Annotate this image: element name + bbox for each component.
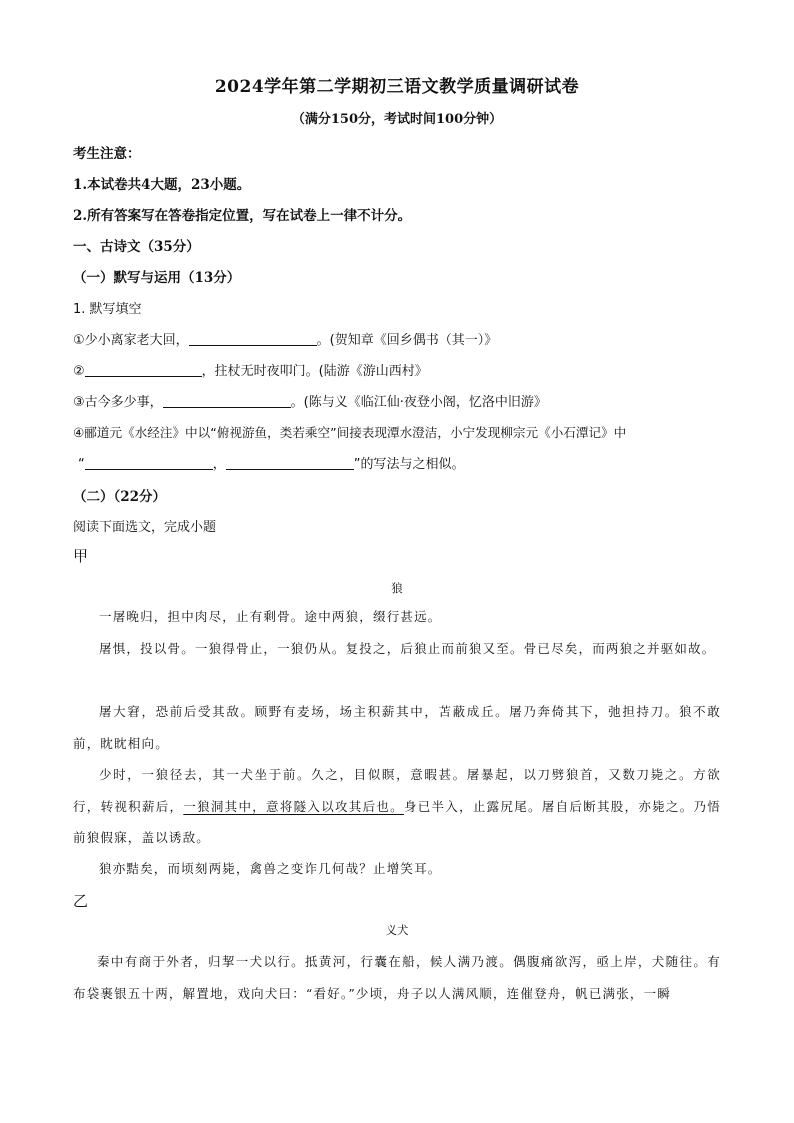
passage-b-title: 义犬: [385, 923, 409, 937]
answer-blank[interactable]: [163, 393, 291, 408]
q1-3-suffix: 。(陈与义《临江仙·夜登小阁，忆洛中旧游》: [290, 395, 547, 410]
part-2-heading: （二）（22分）: [73, 489, 167, 505]
answer-blank[interactable]: [226, 455, 354, 470]
passage-a-paragraph-5: 狼亦黠矣，而顷刻两毙，禽兽之变诈几何哉？止增笑耳。: [99, 861, 442, 876]
question-1-item-4-line-1: ④郦道元《水经注》中以“俯视游鱼，类若乘空”间接表现潭水澄洁，小宁发现柳宗元《小石潭记》中: [73, 425, 627, 440]
p4-text-a: 少时，一狼径去，其一犬坐于前。久之，目似瞑，意暇甚。屠暴起，以刀劈狼首，又数刀毙之。方欲行，转视积薪后，: [73, 767, 721, 814]
reading-instruction: 阅读下面选文，完成小题: [73, 520, 217, 535]
question-1-label: 1. 默写填空: [73, 302, 142, 317]
q1-3-prefix: ③古今多少事，: [73, 395, 163, 410]
notes-item-1: 1.本试卷共4大题，23小题。: [73, 177, 251, 193]
q1-2-prefix: ②: [73, 364, 85, 379]
passage-a-paragraph-1: 一屠晚归，担中肉尽，止有剩骨。途中两狼，缀行甚远。: [99, 609, 442, 624]
question-1-item-3: [73, 391, 547, 410]
passage-a-paragraph-4: [73, 759, 721, 854]
p4-text-b: 身已半入，止露尻尾。屠自后断其股，亦毙之。乃悟前狼假寐，盖以诱敌。: [73, 798, 721, 845]
q1-4-comma: ，: [212, 457, 226, 472]
answer-blank[interactable]: [189, 331, 317, 346]
exam-title: 2024学年第二学期初三语文教学质量调研试卷: [214, 77, 580, 97]
answer-blank[interactable]: [85, 455, 213, 470]
q1-2-suffix: ，拄杖无时夜叩门。(陆游《游山西村》: [201, 364, 428, 379]
p4-underlined-sentence: 一狼洞其中，意将隧入以攻其后也。: [183, 798, 404, 814]
q1-4-suffix: ”的写法与之相似。: [353, 457, 465, 472]
section-1-heading: 一、古诗文（35分）: [73, 239, 200, 255]
part-1-heading: （一）默写与运用（13分）: [73, 270, 241, 286]
q1-1-suffix: 。(贺知章《回乡偶书（其一）》: [316, 333, 498, 348]
passage-a-title: 狼: [391, 581, 403, 595]
passage-a-paragraph-2: 屠惧，投以骨。一狼得骨止，一狼仍从。复投之，后狼止而前狼又至。骨已尽矣，而两狼之并驱如故。: [99, 641, 716, 656]
notes-item-2: 2.所有答案写在答卷指定位置，写在试卷上一律不计分。: [73, 208, 412, 224]
question-1-item-1: [73, 329, 497, 348]
question-1-item-4-line-2: [78, 453, 465, 472]
passage-b-marker: 乙: [73, 892, 89, 910]
passage-b-paragraph-1: 秦中有商于外者，归挈一犬以行。抵黄河，行囊在船，候人满乃渡。偶腹痛欲泻，亟上岸，犬随往。有布袋裹银五十两，解置地，戏向犬曰：“看好。”少顷，舟子以人满风顺，连催登舟，帆已满张，一瞬: [73, 954, 721, 1001]
q1-1-prefix: ①少小离家老大回，: [73, 333, 189, 348]
passage-a-paragraph-3: 屠大窘，恐前后受其敌。顾野有麦场，场主积薪其中，苫蔽成丘。屠乃奔倚其下，弛担持刀。狼不敢前，眈眈相向。: [73, 704, 721, 751]
answer-blank[interactable]: [85, 362, 202, 377]
question-1-item-2: [73, 360, 428, 379]
passage-a-marker: 甲: [73, 547, 89, 565]
notes-heading: 考生注意：: [73, 146, 141, 162]
q1-4-open-quote: “: [78, 457, 85, 472]
exam-subtitle: （满分150分，考试时间100分钟）: [291, 112, 503, 127]
